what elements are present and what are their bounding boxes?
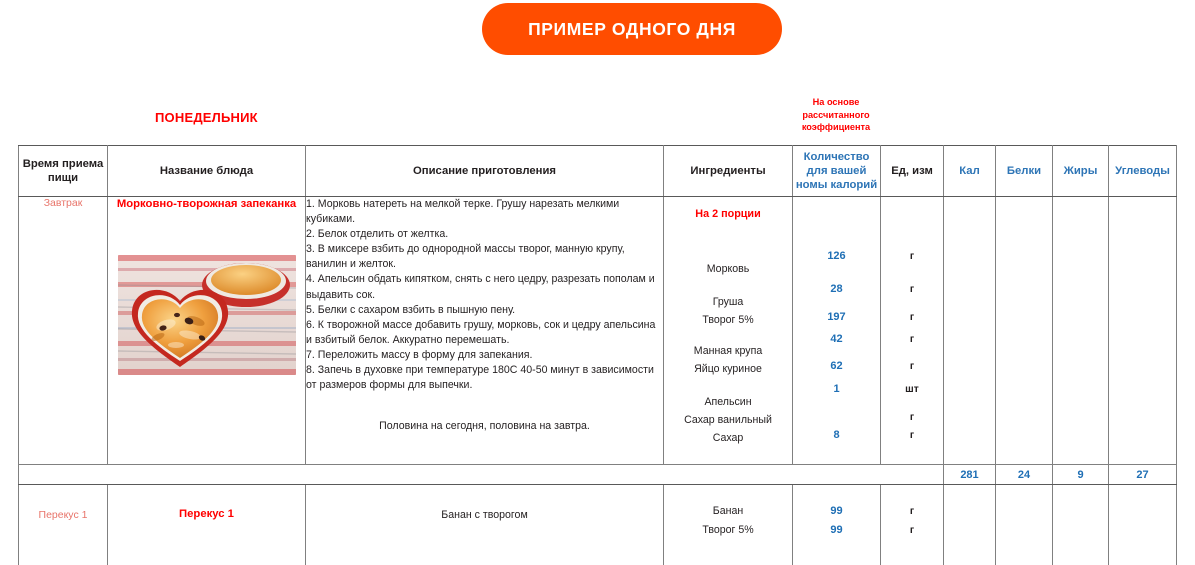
- snack1-dish-name: Перекус 1: [108, 485, 305, 520]
- breakfast-dish-photo: [118, 255, 296, 375]
- ingredient-unit: г: [881, 430, 943, 441]
- snack1-meal-time: Перекус 1: [19, 485, 108, 565]
- snack1-dish-cell: [108, 485, 306, 565]
- ingredient-quantity-stack: [793, 197, 880, 464]
- coefficient-note-line-3: коэффициента: [792, 121, 880, 134]
- day-of-week-label: ПОНЕДЕЛЬНИК: [155, 110, 258, 125]
- ingredient-name: Творог 5%: [664, 314, 792, 326]
- table-header-row: [19, 146, 1177, 197]
- column-header-quantity-line-2: для вашей: [793, 164, 880, 178]
- ingredient-quantity: 8: [793, 429, 880, 441]
- totals-spacer: [881, 465, 944, 485]
- snack1-ingredient-quantity-stack: [793, 485, 880, 540]
- ingredient-quantity: 99: [793, 502, 880, 521]
- totals-kcal: 281: [944, 465, 996, 485]
- recipe-step: 5. Белки с сахаром взбить в пышную пену.: [306, 303, 663, 318]
- column-header-fat: Жиры: [1053, 146, 1109, 197]
- ingredient-unit-stack: [881, 197, 943, 464]
- snack1-protein-cell: [996, 485, 1053, 565]
- banner-label: ПРИМЕР ОДНОГО ДНЯ: [528, 19, 736, 40]
- snack1-kcal-cell: [944, 485, 996, 565]
- snack1-ingredient-unit-stack: [881, 485, 943, 540]
- column-header-description: Описание приготовления: [306, 146, 664, 197]
- column-header-unit: Ед, изм: [881, 146, 944, 197]
- breakfast-fat-cell: [1053, 197, 1109, 465]
- ingredient-name: Яйцо куриное: [664, 363, 792, 375]
- snack1-unit-cell: [881, 485, 944, 565]
- ingredient-name: Груша: [664, 296, 792, 308]
- ingredient-unit: г: [881, 251, 943, 262]
- snack1-description: Банан с творогом: [306, 485, 663, 521]
- column-header-quantity: [793, 146, 881, 197]
- meal-plan-table: [18, 145, 1177, 565]
- totals-carbs: 27: [1109, 465, 1177, 485]
- breakfast-dish-name: Морковно-творожная запеканка: [108, 197, 305, 211]
- ingredient-unit: г: [881, 284, 943, 295]
- snack1-carbs-cell: [1109, 485, 1177, 565]
- ingredient-name: Апельсин: [664, 396, 792, 408]
- ingredient-name: Сахар: [664, 432, 792, 444]
- table-row: [19, 197, 1177, 465]
- column-header-dish: Название блюда: [108, 146, 306, 197]
- ingredient-name: Творог 5%: [664, 521, 792, 540]
- ingredient-quantity: 62: [793, 360, 880, 372]
- breakfast-ingredients-cell: [664, 197, 793, 465]
- ingredient-name: Морковь: [664, 263, 792, 275]
- breakfast-quantity-cell: [793, 197, 881, 465]
- ingredient-unit: шт: [881, 384, 943, 395]
- column-header-kcal: Кал: [944, 146, 996, 197]
- recipe-step: 2. Белок отделить от желтка.: [306, 227, 663, 242]
- ingredient-quantity: 28: [793, 283, 880, 295]
- snack1-quantity-cell: [793, 485, 881, 565]
- breakfast-totals-row: [19, 465, 1177, 485]
- column-header-quantity-line-1: Количество: [793, 150, 880, 164]
- coefficient-note: [792, 96, 880, 134]
- totals-spacer: [306, 465, 664, 485]
- ingredient-quantity: 99: [793, 521, 880, 540]
- ingredient-quantity: 1: [793, 383, 880, 395]
- breakfast-unit-cell: [881, 197, 944, 465]
- example-day-banner[interactable]: [482, 3, 782, 55]
- breakfast-meal-time: Завтрак: [19, 197, 108, 465]
- snack1-ingredient-name-stack: [664, 485, 792, 540]
- totals-spacer: [108, 465, 306, 485]
- ingredient-unit: г: [881, 312, 943, 323]
- breakfast-dish-cell: [108, 197, 306, 465]
- banner-area: [0, 0, 1195, 58]
- recipe-step: 3. В миксере взбить до однородной массы творог, манную крупу, ванилин и желток.: [306, 242, 663, 272]
- ingredient-unit: г: [881, 521, 943, 540]
- totals-protein: 24: [996, 465, 1053, 485]
- ingredient-name: Банан: [664, 502, 792, 521]
- ingredient-name: Сахар ванильный: [664, 414, 792, 426]
- portions-label: На 2 порции: [664, 208, 792, 220]
- breakfast-protein-cell: [996, 197, 1053, 465]
- coefficient-note-line-1: На основе: [792, 96, 880, 109]
- snack1-ingredients-cell: [664, 485, 793, 565]
- breakfast-kcal-cell: [944, 197, 996, 465]
- column-header-time: Время приема пищи: [19, 146, 108, 197]
- ingredient-unit: г: [881, 334, 943, 345]
- recipe-step: 6. К творожной массе добавить грушу, морковь, сок и цедру апельсина и взбитый белок. Аккуратно перемешать.: [306, 318, 663, 348]
- column-header-protein: Белки: [996, 146, 1053, 197]
- ingredient-unit: г: [881, 502, 943, 521]
- breakfast-carbs-cell: [1109, 197, 1177, 465]
- ingredient-quantity: 42: [793, 333, 880, 345]
- breakfast-description-cell: [306, 197, 664, 465]
- snack1-description-cell: [306, 485, 664, 565]
- ingredient-unit: г: [881, 361, 943, 372]
- totals-fat: 9: [1053, 465, 1109, 485]
- table-row: [19, 485, 1177, 565]
- recipe-step: 1. Морковь натереть на мелкой терке. Грушу нарезать мелкими кубиками.: [306, 197, 663, 227]
- ingredient-quantity: 197: [793, 311, 880, 323]
- ingredient-name: Манная крупа: [664, 345, 792, 357]
- snack1-fat-cell: [1053, 485, 1109, 565]
- totals-spacer: [793, 465, 881, 485]
- recipe-step: 7. Переложить массу в форму для запекания.: [306, 348, 663, 363]
- recipe-step: 4. Апельсин обдать кипятком, снять с него цедру, разрезать пополам и выдавить сок.: [306, 272, 663, 302]
- recipe-step: 8. Запечь в духовке при температуре 180С 40-50 минут в зависимости от размеров формы для выпечки.: [306, 363, 663, 393]
- totals-spacer: [664, 465, 793, 485]
- ingredient-quantity: 126: [793, 250, 880, 262]
- ingredient-name-stack: [664, 197, 792, 464]
- column-header-carbs: Углеводы: [1109, 146, 1177, 197]
- column-header-quantity-line-3: номы калорий: [793, 178, 880, 192]
- breakfast-serving-note: Половина на сегодня, половина на завтра.: [306, 419, 663, 434]
- totals-spacer: [19, 465, 108, 485]
- ingredient-unit: г: [881, 412, 943, 423]
- column-header-ingredients: Ингредиенты: [664, 146, 793, 197]
- coefficient-note-line-2: рассчитанного: [792, 109, 880, 122]
